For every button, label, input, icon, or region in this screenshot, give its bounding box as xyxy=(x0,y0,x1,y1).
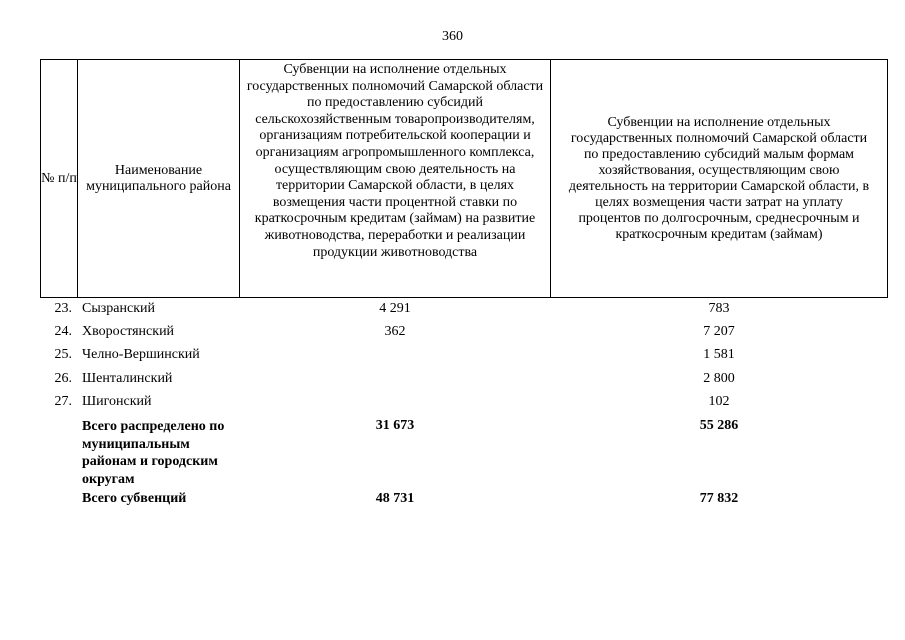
row-num: 24. xyxy=(54,324,72,339)
row-value-2: 102 xyxy=(708,394,730,409)
row-num: 23. xyxy=(54,301,72,316)
total-distributed-value-1: 31 673 xyxy=(375,418,415,433)
row-district-name: Челно-Вершинский xyxy=(82,347,200,362)
table-row xyxy=(0,371,905,394)
total-distributed-value-2: 55 286 xyxy=(699,418,739,433)
row-district-name: Хворостянский xyxy=(82,324,175,339)
total-subventions-label: Всего субвенций xyxy=(82,491,187,506)
row-value-2: 2 800 xyxy=(703,371,735,386)
total-distributed-row xyxy=(0,418,905,488)
total-subventions-value-2: 77 832 xyxy=(699,491,739,506)
header-num: № п/п xyxy=(41,170,77,186)
row-district-name: Сызранский xyxy=(82,301,155,316)
row-value-2: 1 581 xyxy=(703,347,735,362)
total-subventions-row xyxy=(0,491,905,514)
total-distributed-label: Всего распределено по муниципальным районам и городским округам xyxy=(82,419,225,487)
row-num: 25. xyxy=(54,347,72,362)
row-district-name: Шигонский xyxy=(82,394,152,409)
row-num: 26. xyxy=(54,371,72,386)
table-row xyxy=(0,324,905,347)
row-value-1: 362 xyxy=(384,324,406,339)
row-value-2: 783 xyxy=(708,301,730,316)
row-value-2: 7 207 xyxy=(703,324,735,339)
total-subventions-value-1: 48 731 xyxy=(375,491,415,506)
row-district-name: Шенталинский xyxy=(82,371,173,386)
row-value-1: 4 291 xyxy=(379,301,411,316)
table-row xyxy=(0,347,905,370)
table-row xyxy=(0,394,905,417)
page-number: 360 xyxy=(442,29,463,44)
header-district-name: Наименование муниципального района xyxy=(86,162,231,194)
header-subvention-livestock: Субвенции на исполнение отдельных государственных полномочий Самарской области по предоставлению субсидий сельскохозяйственным товаропроизводителям, организациям потребительской кооперации и организациям агропромышленного комплекса, осуществляющим свою деятельность на территории Самарской области, в целях возмещения части процентной ставки по краткосрочным кредитам (займам) на развитие животноводства, переработки и реализации продукции животноводства xyxy=(246,62,544,260)
row-num: 27. xyxy=(54,394,72,409)
table-row xyxy=(0,301,905,324)
header-subvention-small-farms: Субвенции на исполнение отдельных государственных полномочий Самарской области по предоставлению субсидий малым формам хозяйствования, осуществляющим свою деятельность на территории Самарской области, в целях возмещения части затрат на уплату процентов по долгосрочным, среднесрочным и краткосрочным кредитам (займам) xyxy=(568,114,870,242)
